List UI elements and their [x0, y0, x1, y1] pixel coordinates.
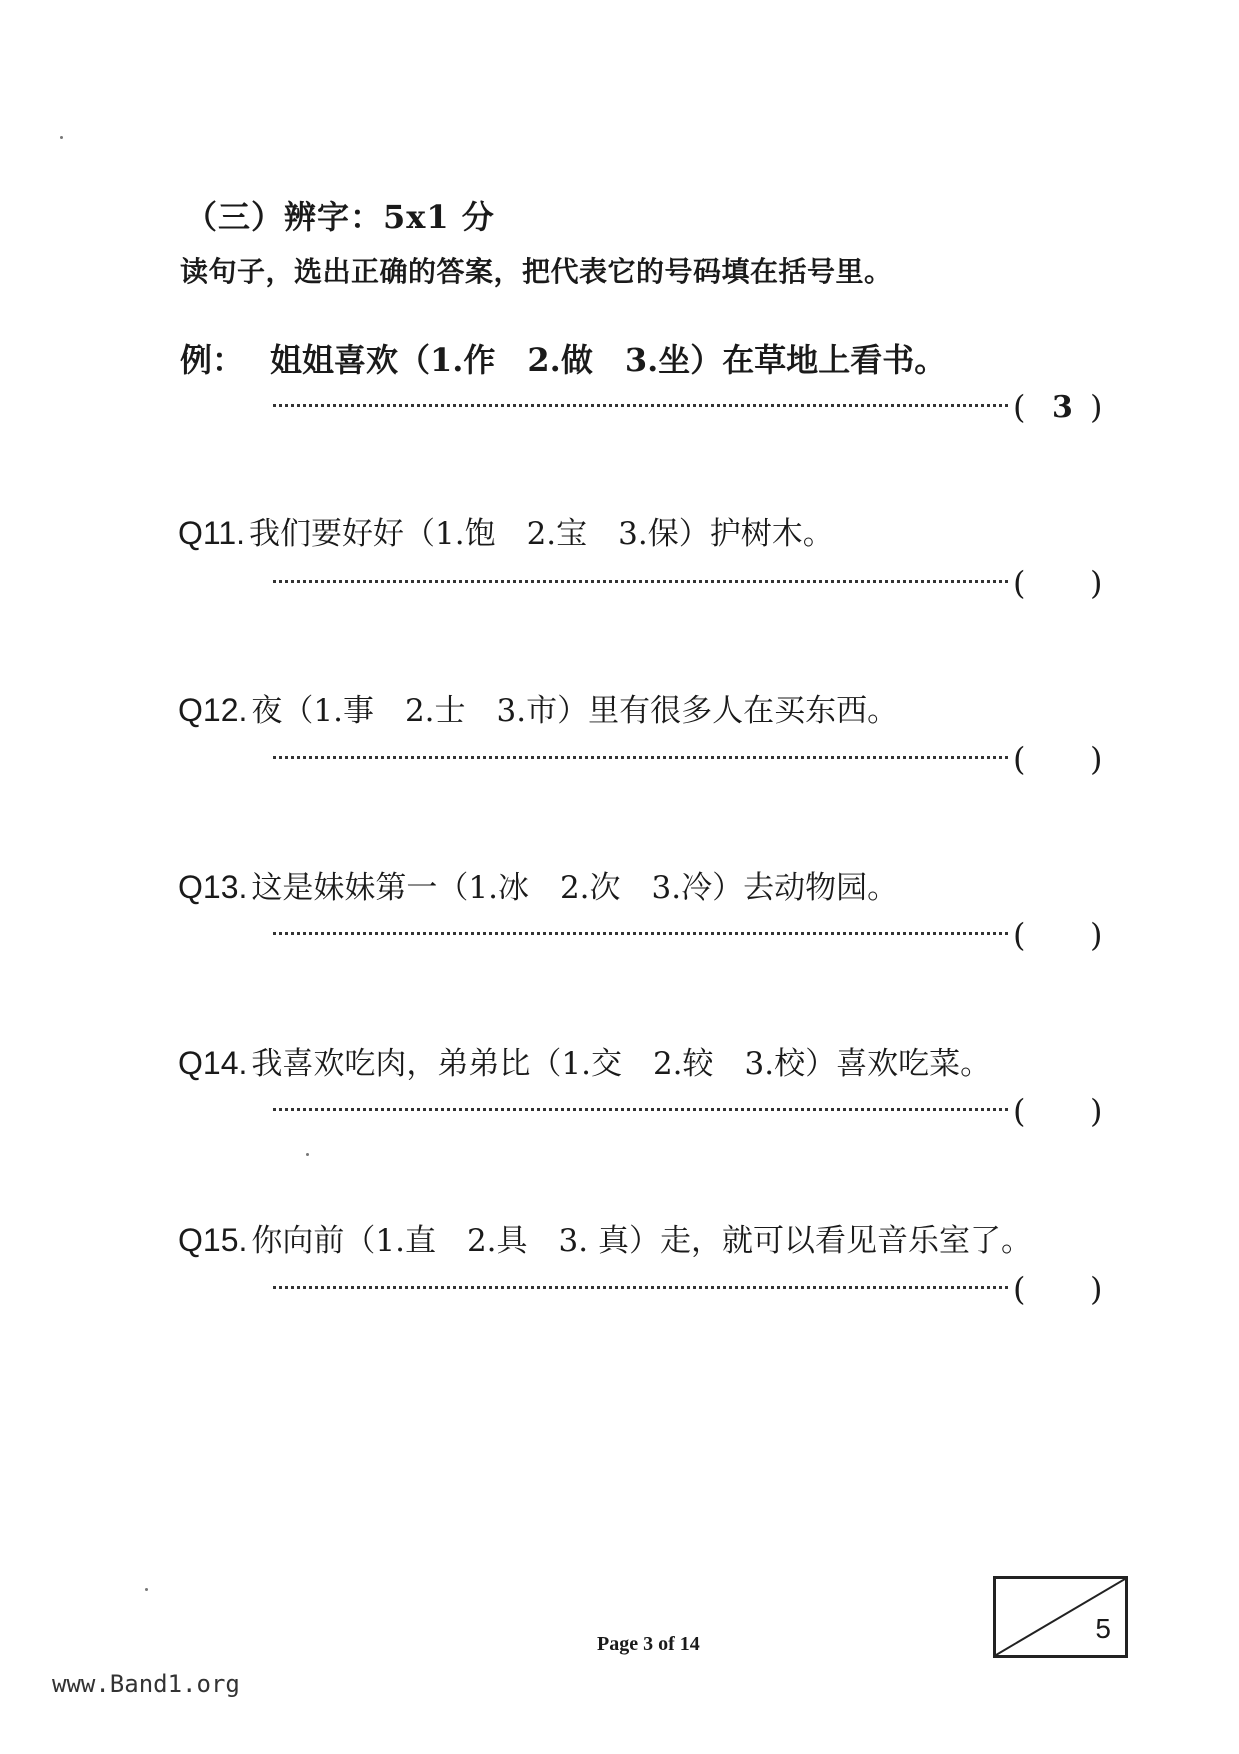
watermark: www.Band1.org — [52, 1670, 240, 1698]
answer-paren-open: ( — [1013, 564, 1026, 602]
section-title: （三）辨字：5x1 分 — [185, 198, 495, 236]
answer-dotted-line — [273, 1286, 1008, 1289]
question-q12 — [178, 685, 898, 730]
question-q15 — [178, 1215, 1032, 1260]
answer-paren-close: ) — [1090, 1092, 1103, 1130]
question-text: 你向前（1.直 2.具 3. 真）走，就可以看见音乐室了。 — [251, 1223, 1032, 1259]
answer-paren-close: ) — [1090, 1270, 1103, 1308]
page-number: Page 3 of 14 — [597, 1633, 700, 1655]
question-q14 — [178, 1038, 991, 1083]
question-q13 — [178, 862, 898, 907]
example-paren-close: ) — [1090, 388, 1103, 426]
example-sentence — [180, 335, 946, 381]
answer-paren-open: ( — [1013, 916, 1026, 954]
answer-paren-open: ( — [1013, 1092, 1026, 1130]
answer-paren-close: ) — [1090, 916, 1103, 954]
question-number: Q14. — [178, 1045, 248, 1081]
question-text: 这是妹妹第一（1.冰 2.次 3.冷）去动物园。 — [251, 870, 899, 906]
question-text: 夜（1.事 2.士 3.市）里有很多人在买东西。 — [251, 693, 899, 729]
score-box — [993, 1576, 1128, 1658]
answer-paren-open: ( — [1013, 1270, 1026, 1308]
scan-speck — [60, 136, 63, 139]
example-text: 姐姐喜欢（1.作 2.做 3.坐）在草地上看书。 — [270, 341, 947, 379]
question-number: Q12. — [178, 692, 248, 728]
answer-dotted-line — [273, 1108, 1008, 1111]
example-answer: 3 — [1052, 390, 1073, 425]
question-number: Q11. — [178, 515, 245, 551]
answer-paren-open: ( — [1013, 740, 1026, 778]
answer-dotted-line — [273, 932, 1008, 935]
question-text: 我们要好好（1.饱 2.宝 3.保）护树木。 — [249, 516, 834, 552]
scan-speck — [306, 1153, 309, 1156]
answer-dotted-line — [273, 580, 1008, 583]
question-number: Q13. — [178, 869, 248, 905]
section-instruction: 读句子，选出正确的答案，把代表它的号码填在括号里。 — [180, 255, 893, 288]
score-total: 5 — [1095, 1613, 1111, 1644]
answer-paren-close: ) — [1090, 740, 1103, 778]
answer-paren-close: ) — [1090, 564, 1103, 602]
answer-dotted-line — [273, 756, 1008, 759]
example-dotted-line — [273, 404, 1008, 407]
scan-speck — [145, 1588, 148, 1591]
example-paren-open: ( — [1013, 388, 1026, 426]
question-q11 — [178, 508, 834, 553]
example-label: 例： — [180, 341, 245, 379]
question-number: Q15. — [178, 1222, 248, 1258]
question-text: 我喜欢吃肉，弟弟比（1.交 2.较 3.校）喜欢吃菜。 — [251, 1046, 992, 1082]
